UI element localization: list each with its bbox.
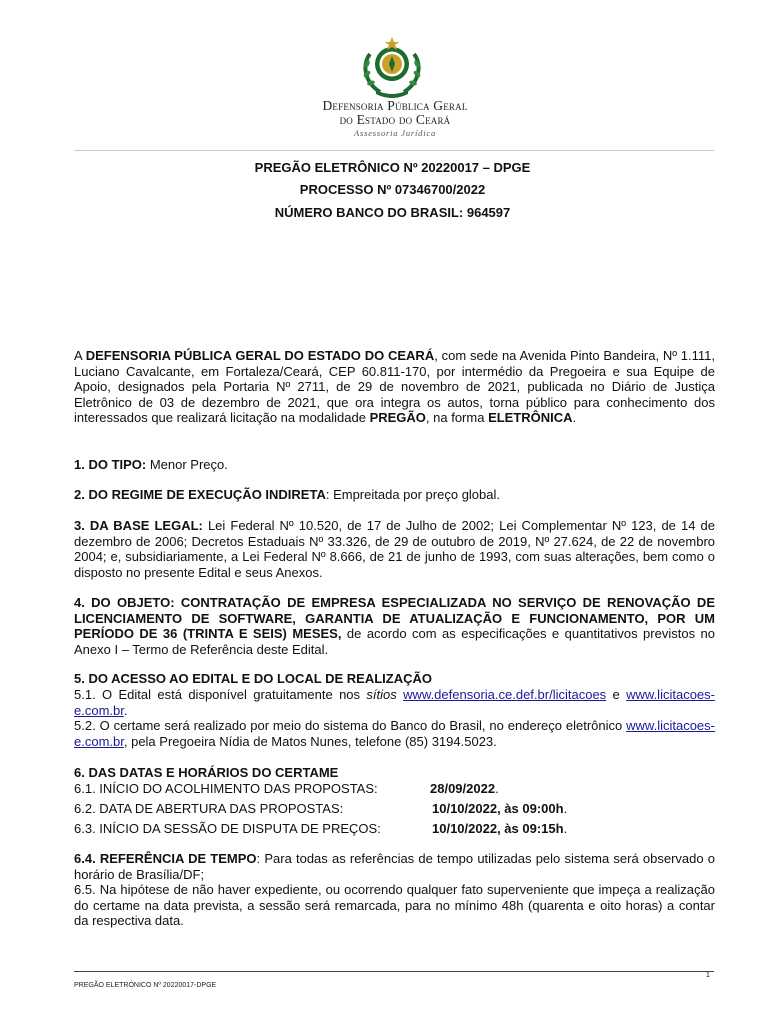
paragraph-6-5: 6.5. Na hipótese de não haver expediente, ou ocorrendo qualquer fato superveniente que impeça a realização do certame na data prevista, a sessão será remarcada, para no mínimo 48h (quarenta e oito horas) a contar da respectiva data. bbox=[74, 882, 715, 929]
date-suffix: . bbox=[563, 821, 568, 836]
institution-name-line2: do Estado do Ceará bbox=[339, 112, 451, 127]
intro-prefix: A bbox=[74, 348, 86, 363]
document-title-pregao: PREGÃO ELETRÔNICO Nº 20220017 – DPGE bbox=[254, 160, 531, 175]
footer-divider bbox=[74, 971, 714, 972]
date-label: 6.1. INÍCIO DO ACOLHIMENTO DAS PROPOSTAS: bbox=[74, 781, 378, 796]
department-name: Assessoria Jurídica bbox=[353, 128, 437, 138]
section-heading: 6. DAS DATAS E HORÁRIOS DO CERTAME bbox=[74, 765, 339, 780]
text: e bbox=[606, 687, 627, 702]
document-title-processo: PROCESSO Nº 07346700/2022 bbox=[299, 182, 486, 197]
paragraph-6-4 bbox=[74, 851, 715, 882]
intro-text-2: , na forma bbox=[425, 410, 489, 426]
document-title-banco: NÚMERO BANCO DO BRASIL: 964597 bbox=[274, 205, 511, 220]
header-divider bbox=[74, 150, 714, 151]
section-text: : Empreitada por preço global. bbox=[325, 487, 500, 502]
section-base-legal bbox=[74, 518, 715, 580]
link-licitacoes-e[interactable]: www.licitacoes-e.com.br bbox=[74, 687, 715, 718]
date-suffix: . bbox=[495, 781, 499, 796]
link-licitacoes-e-2[interactable]: www.licitacoes-e.com.br bbox=[74, 718, 715, 749]
date-label: 6.3. INÍCIO DA SESSÃO DE DISPUTA DE PREÇOS: bbox=[74, 821, 381, 836]
section-objeto bbox=[74, 595, 715, 657]
date-label: 6.2. DATA DE ABERTURA DAS PROPOSTAS: bbox=[74, 801, 344, 816]
paragraph-5-1 bbox=[74, 687, 715, 718]
section-heading: 4. DO OBJETO: CONTRATAÇÃO DE EMPRESA ESPECIALIZADA NO SERVIÇO DE RENOVAÇÃO DE LICENCIAMENTO DE SOFTWARE, GARANTIA DE ATUALIZAÇÃO E FUNCIONAMENTO, POR UM PERÍODO DE 36 (TRINTA E SEIS) MESES, bbox=[74, 595, 715, 642]
institution-name-line1: Defensoria Pública Geral bbox=[322, 98, 468, 113]
section-heading: 5. DO ACESSO AO EDITAL E DO LOCAL DE REALIZAÇÃO bbox=[74, 671, 433, 686]
date-value: 10/10/2022, às 09:00h bbox=[432, 801, 564, 816]
org-name: DEFENSORIA PÚBLICA GERAL DO ESTADO DO CEARÁ bbox=[85, 348, 435, 363]
text-italic: sítios bbox=[366, 687, 397, 702]
section-heading: 3. DA BASE LEGAL: bbox=[74, 518, 203, 533]
paragraph-5-2 bbox=[74, 718, 715, 749]
coat-of-arms-icon bbox=[356, 34, 428, 100]
text: 5.1. O Edital está disponível gratuitamente nos bbox=[74, 687, 367, 702]
date-value: 10/10/2022, às 09:15h bbox=[432, 821, 564, 836]
section-datas-heading bbox=[74, 765, 715, 781]
section-text: Lei Federal Nº 10.520, de 17 de Julho de 2002; Lei Complementar Nº 123, de 14 de dezembro de 2006; Decretos Estaduais Nº 33.326, de 29 de outubro de 2019, Nº 27.624, de 22 de novembro 2004; e, subsidiariamente, a Lei Federal Nº 8.666, de 21 de junho de 1993, com suas alterações, bem como o disposto no presente Edital e seus Anexos. bbox=[74, 518, 715, 580]
section-regime bbox=[74, 487, 715, 503]
text: 5.2. O certame será realizado por meio do sistema do Banco do Brasil, no endereço eletrônico bbox=[74, 718, 627, 733]
text: , pela Pregoeira Nídia de Matos Nunes, telefone (85) 3194.5023. bbox=[123, 733, 497, 749]
section-heading: 2. DO REGIME DE EXECUÇÃO INDIRETA bbox=[74, 487, 326, 502]
section-heading: 6.4. REFERÊNCIA DE TEMPO bbox=[74, 851, 257, 866]
footer-label: PREGÃO ELETRÔNICO Nº 20220017-DPGE bbox=[74, 982, 217, 989]
section-acesso-heading bbox=[74, 671, 715, 687]
forma: ELETRÔNICA bbox=[488, 410, 573, 426]
section-text: : Para todas as referências de tempo utilizadas pelo sistema será observado o horário de Brasília/DF; bbox=[74, 851, 716, 882]
link-defensoria-licitacoes[interactable]: www.defensoria.ce.def.br/licitacoes bbox=[403, 687, 607, 702]
text: . bbox=[123, 702, 128, 718]
section-heading: 1. DO TIPO: bbox=[74, 457, 147, 472]
page-number: 1 bbox=[706, 972, 710, 979]
intro-paragraph bbox=[74, 348, 715, 426]
section-text: Menor Preço. bbox=[146, 457, 228, 472]
modalidade: PREGÃO bbox=[369, 410, 426, 426]
intro-text: , com sede na Avenida Pinto Bandeira, Nº 1.111, Luciano Cavalcante, em Fortaleza/Ceará, CEP 60.811-170, por intermédio da Pregoeira e sua Equipe de Apoio, designados pela Portaria Nº 2711, de 29 de novembro de 2021, publicada no Diário de Justiça Eletrônico de 03 de dezembro de 2021, que ora integra os autos, torna público para conhecimento dos interessados que realizará licitação na modalidade bbox=[74, 348, 715, 426]
date-suffix: . bbox=[563, 801, 568, 816]
section-tipo bbox=[74, 457, 715, 473]
section-text: de acordo com as especificações e quantitativos previstos no Anexo I – Termo de Referência deste Edital. bbox=[74, 626, 715, 657]
date-value: 28/09/2022 bbox=[430, 781, 496, 796]
intro-text-3: . bbox=[572, 410, 577, 426]
